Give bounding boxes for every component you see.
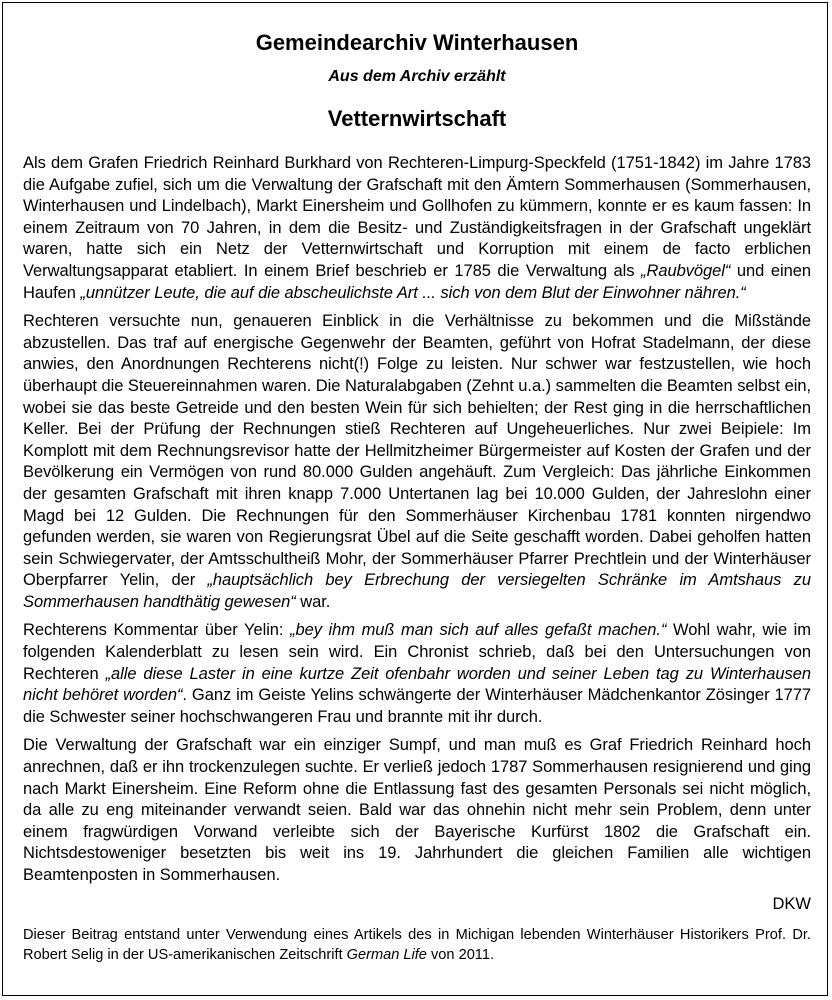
paragraph-2 [23, 311, 811, 613]
quote: „Raubvögel“ [641, 261, 731, 280]
quote: „alle diese Laster in eine kurtze Zeit ofenbahr worden und seiner Leben tag zu Winterhausen nicht behöret worden“ [23, 664, 812, 705]
source-note-text: Dieser Beitrag entstand unter Verwendung eines Artikels des in Michigan lebenden Winterhäuser Historikers Prof. Dr. Robert Selig in der US-amerikanischen Zeitschrift [23, 927, 811, 964]
paragraph-text: Wohl wahr, wie im folgenden Kalenderblatt zu lesen sein wird. Ein Chronist schrieb, daß bei den Untersuchungen von Rechteren [23, 621, 811, 683]
paragraph-1 [23, 153, 811, 304]
archive-title: Gemeindearchiv Winterhausen [255, 30, 579, 55]
paragraph-3 [23, 620, 811, 728]
article-title: Vetternwirtschaft [327, 106, 507, 131]
paragraph-text: Die Verwaltung der Grafschaft war ein einziger Sumpf, und man muß es Graf Friedrich Reinhard hoch anrechnen, daß er ihn trockenzulegen suchte. Er verließ jedoch 1787 Sommerhausen resignierend und ging nach Markt Einersheim. Eine Reform ohne die Entlassung fast des gesamten Personals sei nicht möglich, da alle zu eng miteinander verwandt seien. Bald war das ohnehin nicht mehr sein Problem, denn unter einem fragwürdigen Vorwand verleibte sich der Bayerische Kurfürst 1802 die Grafschaft ein. Nichtsdestoweniger besetzten bis weit ins 19. Jahrhundert die gleichen Familien alle wichtigen Beamtenposten in Sommerhausen. [23, 736, 811, 884]
paragraph-text: und einen Haufen [23, 261, 811, 302]
quote: „hauptsächlich bey Erbrechung der versiegelten Schränke im Amtshaus zu Sommerhausen handthätig gewesen“ [23, 571, 811, 611]
paragraph-text: Als dem Grafen Friedrich Reinhard Burkhard von Rechteren-Limpurg-Speckfeld (1751-1842) im Jahre 1783 die Aufgabe zufiel, sich um die Verwaltung der Grafschaft mit den Ämtern Sommerhausen (Sommerhausen, Winterhausen und Lindelbach), Markt Einersheim und Gollhofen zu kümmern, konnte er es kaum fassen: In einem Zeitraum von 70 Jahren, in dem die Besitz- und Zuständigkeitsfragen in der Grafschaft ungeklärt waren, hatte sich ein Netz der Vetternwirtschaft und Korruption mit einem de facto erblichen Verwaltungsapparat etabliert. In einem Brief beschrieb er 1785 die Verwaltung als [23, 154, 811, 280]
article-content [23, 29, 811, 965]
series-subtitle: Aus dem Archiv erzählt [328, 68, 506, 85]
quote: „bey ihm muß man sich auf alles gefaßt machen.“ [290, 621, 667, 640]
paragraph-text: . Ganz im Geiste Yelins schwängerte der Winterhäuser Mädchenkantor Zösinger 1777 die Schwester seiner hochschwangeren Frau und brannte mit ihr durch. [23, 686, 812, 726]
magazine-title: German Life [346, 947, 427, 964]
article-body [23, 153, 811, 887]
source-note-text: von 2011. [426, 947, 495, 964]
quote: „unnützer Leute, die auf die abscheulichste Art ... sich von dem Blut der Einwohner nähren.“ [80, 283, 746, 302]
author-signature: DKW [772, 894, 811, 913]
paragraph-text: Rechteren versuchte nun, genaueren Einblick in die Verhältnisse zu bekommen und die Mißstände abzustellen. Das traf auf energische Gegenwehr der Beamten, geführt von Hofrat Stadelmann, der diese anwies, den Anordnungen Rechterens nicht(!) Folge zu leisten. Nur schwer war festzustellen, wie hoch überhaupt die Steuereinnahmen waren. Die Naturalabgaben (Zehnt u.a.) sammelten die Beamten selbst ein, wobei sie das beste Getreide und den besten Wein für sich behielten; der Rest ging in die herrschaftlichen Keller. Bei der Prüfung der Rechnungen stieß Rechteren auf Ungeheuerliches. Nur zwei Beipiele: Im Komplott mit dem Rechnungsrevisor hatte der Hellmitzheimer Bürgermeister auf Kosten der Grafen und der Bevölkerung ein Vermögen von rund 80.000 Gulden angehäuft. Zum Vergleich: Das jährliche Einkommen der gesamten Grafschaft mit ihren knapp 7.000 Untertanen lag bei 10.000 Gulden, der Jahreslohn einer Magd bei 12 Gulden. Die Rechnungen für den Sommerhäuser Kirchenbau 1781 konnten nirgendwo gefunden werden, sie waren von Regierungsrat Übel auf die Seite geschafft worden. Dabei geholfen hatten sein Schwiegervater, der Amtsschultheiß Mohr, der Sommerhäuser Pfarrer Prechtlein und der Winterhäuser Oberpfarrer Yelin, der [23, 312, 811, 590]
paragraph-text: war. [295, 592, 331, 611]
source-note [23, 925, 811, 965]
paragraph-4 [23, 735, 811, 886]
article-frame [2, 2, 828, 996]
paragraph-text: Rechterens Kommentar über Yelin: [23, 621, 291, 640]
